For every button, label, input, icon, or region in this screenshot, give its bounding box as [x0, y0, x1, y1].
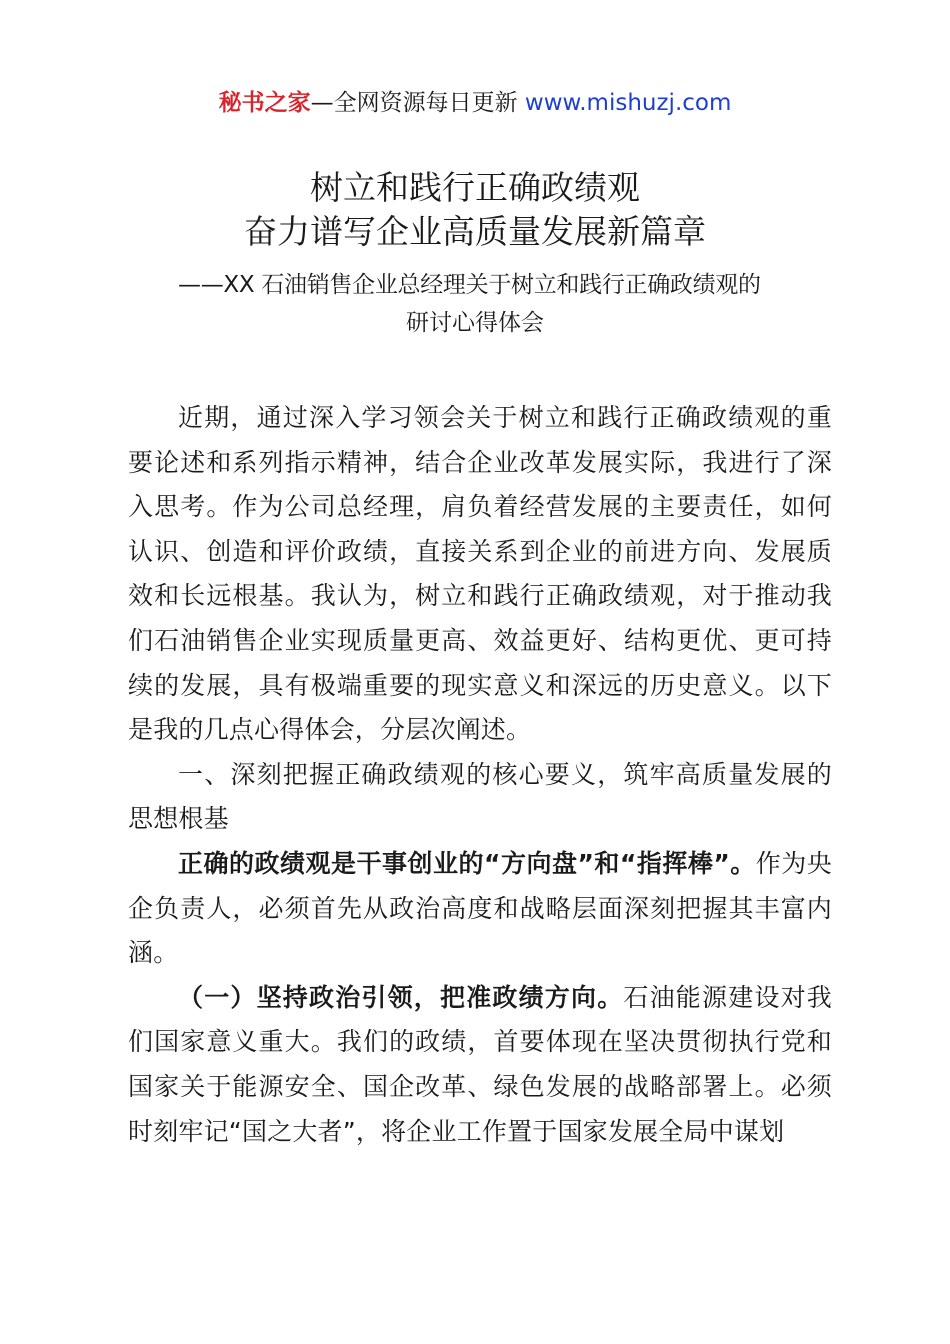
site-tagline: —全网资源每日更新 — [310, 90, 525, 116]
title-line-2: 奋力谱写企业高质量发展新篇章 — [244, 212, 706, 251]
document-title — [0, 166, 950, 254]
subtitle-line-2: 研讨心得体会 — [406, 310, 544, 336]
document-body — [128, 396, 832, 1154]
body-paragraph-2 — [128, 842, 832, 976]
site-header — [0, 86, 950, 120]
paragraph-3-lead: （一）坚持政治引领，把准政绩方向。 — [178, 982, 624, 1012]
document-subtitle — [178, 266, 838, 342]
body-paragraph-intro: 近期，通过深入学习领会关于树立和践行正确政绩观的重要论述和系列指示精神，结合企业改革发展实际，我进行了深入思考。作为公司总经理，肩负着经营发展的主要责任，如何认识、创造和评价政绩，直接关系到企业的前进方向、发展质效和长远根基。我认为，树立和践行正确政绩观，对于推动我们石油销售企业实现质量更高、效益更好、结构更优、更可持续的发展，具有极端重要的现实意义和深远的历史意义。以下是我的几点心得体会，分层次阐述。 — [128, 403, 832, 745]
subtitle-line-1: ——XX 石油销售企业总经理关于树立和践行正确政绩观的 — [178, 272, 761, 298]
site-url-link[interactable]: www.mishuzj.com — [524, 90, 732, 116]
site-brand: 秘书之家 — [218, 90, 311, 116]
section-heading-1: 一、深刻把握正确政绩观的核心要义，筑牢高质量发展的思想根基 — [128, 759, 832, 834]
paragraph-3-text: 石油能源建设对我们国家意义重大。我们的政绩，首要体现在坚决贯彻执行党和国家关于能源安全、国企改革、绿色发展的战略部署上。必须时刻牢记“国之大者”，将企业工作置于国家发展全局中谋划 — [128, 982, 832, 1146]
paragraph-2-lead: 正确的政绩观是干事创业的“方向盘”和“指挥棒”。 — [178, 848, 756, 878]
title-line-1: 树立和践行正确政绩观 — [310, 168, 640, 207]
paragraph-2-text: 作为央企负责人，必须首先从政治高度和战略层面深刻把握其丰富内涵。 — [128, 848, 832, 968]
body-paragraph-3 — [128, 976, 832, 1154]
